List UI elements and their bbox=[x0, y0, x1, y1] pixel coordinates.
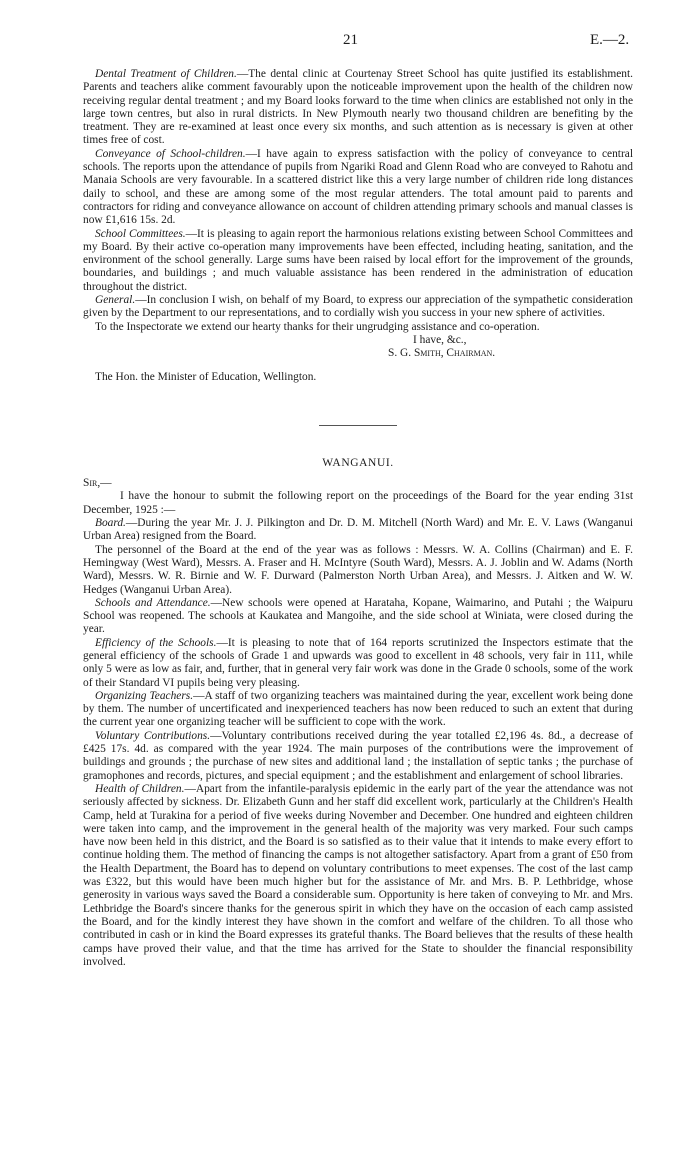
paragraph-text: —In conclusion I wish, on behalf of my Board, to express our appreciation of the sympathetic consideration given by the Department to our representations, and to cordially wish you success in your new sphere of activities. bbox=[83, 294, 633, 320]
paragraph-health-of-children bbox=[83, 783, 633, 969]
paragraph-text: —The dental clinic at Courtenay Street School has quite justified its establishment. Parents and teachers alike comment favourably upon the noticeable improvement upon the health of the children now receiving regular dental treatment ; and my Board looks forward to the time when clinics are established not only in the large town centres, but also in rural districts. In New Plymouth nearly two thousand children are benefiting by the treatment. They are re-examined at least once every six months, and such attention as is necessary is given at other times free of cost. bbox=[83, 68, 633, 147]
paragraph-text: —Voluntary contributions received during the year totalled £2,196 4s. 8d., a decrease of £425 17s. 4d. as compared with the year 1924. The main purposes of the contributions were the improvement of buildings and grounds ; the purchase of new sites and additional land ; the installation of septic tanks ; the purchase of gramophones and records, pictures, and special equipment ; and the establishment and enlargement of school libraries. bbox=[83, 729, 633, 782]
paragraph-general bbox=[83, 294, 633, 321]
closing-line: I have, &c., bbox=[413, 333, 467, 346]
section-title: WANGANUI. bbox=[322, 456, 394, 469]
paragraph-text: The personnel of the Board at the end of the year was as follows : Messrs. W. A. Collins (Chairman) and E. F. Hemingway (West Ward), Messrs. A. Fraser and H. McIntyre (South Ward), Messrs. A. J. Joblin and W. Adams (North Ward), Messrs. W. R. Birnie and W. F. Durward (Palmerston North Urban Area), and Messrs. J. Aitken and W. W. Hedges (Wanganui Urban Area). bbox=[83, 543, 633, 596]
paragraph-heading: Board. bbox=[95, 517, 126, 530]
paragraph-text: —New schools were opened at Harataha, Kopane, Waimarino, and Putahi ; the Waipuru School was reopened. The schools at Kaukatea and Mangoihe, and the side school at Winiata, were closed during the year. bbox=[83, 596, 634, 636]
paragraph-heading: Conveyance of School-children. bbox=[95, 147, 246, 160]
paragraph-heading: School Committees. bbox=[95, 227, 186, 240]
section-divider bbox=[319, 425, 397, 426]
intro-paragraph: I have the honour to submit the following report on the proceedings of the Board for the year ending 31st December, 1925 :— bbox=[83, 490, 633, 516]
paragraph-text: —It is pleasing to note that of 164 reports scrutinized the Inspectors estimate that the general efficiency of the schools of Grade 1 and upwards was good to excellent in 48 schools, very fair in 111, while only 5 were as low as fair, and, further, that in general very fair work was done in the Grade 0 schools, some of the work of their Standard VI pupils being very pleasing. bbox=[83, 636, 633, 689]
document-reference: E.—2. bbox=[590, 32, 630, 48]
paragraph-conveyance bbox=[83, 148, 633, 228]
paragraph-text: —During the year Mr. J. J. Pilkington and Dr. D. M. Mitchell (North Ward) and Mr. E. V. Laws (Wanganui Urban Area) resigned from the Board. bbox=[83, 517, 633, 543]
paragraph-text: —Apart from the infantile-paralysis epidemic in the early part of the year the attendance was not seriously affected by sickness. Dr. Elizabeth Gunn and her staff did excellent work, particularly at the Children's Health Camp, held at Turakina for a period of five weeks during November and December. One hundred and eighteen children were taken into camp, and the improvement in the general health of the majority was very marked. Four such camps have now been held in this district, and the Board is so satisfied as to their value that it intends to make every effort to continue holding them. The method of financing the camps is not altogether satisfactory. Apart from a grant of £50 from the Health Department, the Board has to depend on voluntary contributions to meet expenses. The cost of the last camp was £322, but this would have been much higher but for the assistance of Mr. and Mrs. B. P. Lethbridge, whose generosity in various ways saved the Board a considerable sum. Opportunity is here taken of conveying to Mr. and Mrs. Lethbridge the Board's sincere thanks for the generous spirit in which they have on the occasion of each camp assisted the Board, and for the kindly interest they have shown in the comfort and welfare of the children. To all those who contributed in cash or in kind the Board expresses its grateful thanks. The Board believes that the results of these health camps have proved their value, and that the time has arrived for the State to shoulder the financial responsibility involved. bbox=[83, 782, 634, 968]
paragraph-text: —I have again to express satisfaction with the policy of conveyance to central schools. The reports upon the attendance of pupils from Ngariki Road and Glenn Road who are conveyed to Rahotu and Manaia Schools are very favourable. In a scattered district like this a very large number of children ride long distances daily to school, and these are among some of the most regular attenders. The total amount paid to parents and contractors for riding and conveyance allowance on account of children attending primary schools and manual classes is now £1,616 15s. 2d. bbox=[83, 147, 633, 227]
salutation: Sir,— bbox=[83, 477, 112, 490]
signature: S. G. Smith, Chairman. bbox=[388, 347, 496, 360]
paragraph-heading: Health of Children. bbox=[95, 782, 185, 795]
paragraph-heading: Organizing Teachers. bbox=[95, 689, 194, 702]
paragraph-school-committees bbox=[83, 228, 633, 294]
page-number: 21 bbox=[343, 32, 358, 48]
paragraph-text: To the Inspectorate we extend our hearty thanks for their ungrudging assistance and co-operation. bbox=[95, 320, 540, 333]
paragraph-heading: General. bbox=[95, 294, 136, 307]
paragraph-personnel bbox=[83, 544, 633, 597]
report-body bbox=[83, 68, 633, 969]
paragraph-text: —It is pleasing to again report the harmonious relations existing between School Committees and my Board. By their active co-operation many improvements have been effected, including heating, sanitation, and the environment of the school generally. Large sums have been raised by local effort for the improvement of the grounds, boundaries, and buildings ; and much valuable assistance has been rendered in the administration of education throughout the district. bbox=[83, 227, 633, 293]
paragraph-heading: Schools and Attendance. bbox=[95, 596, 211, 609]
paragraph-organizing-teachers bbox=[83, 690, 633, 730]
paragraph-inspectorate bbox=[83, 321, 633, 334]
paragraph-text: —A staff of two organizing teachers was maintained during the year, excellent work being done by them. The number of uncertificated and inexperienced teachers has now been reduced to such an extent that during the current year one organizing teacher will be sufficient to cope with the work. bbox=[83, 689, 633, 729]
paragraph-board bbox=[83, 517, 633, 544]
addressee: The Hon. the Minister of Education, Wellington. bbox=[95, 370, 317, 383]
paragraph-schools-attendance bbox=[83, 597, 633, 637]
page-header bbox=[0, 34, 700, 54]
paragraph-efficiency bbox=[83, 637, 633, 690]
paragraph-voluntary-contributions bbox=[83, 730, 633, 783]
paragraph-heading: Dental Treatment of Children. bbox=[95, 68, 237, 80]
paragraph-dental-treatment bbox=[83, 68, 633, 148]
paragraph-heading: Voluntary Contributions. bbox=[95, 729, 211, 742]
paragraph-heading: Efficiency of the Schools. bbox=[95, 636, 217, 649]
